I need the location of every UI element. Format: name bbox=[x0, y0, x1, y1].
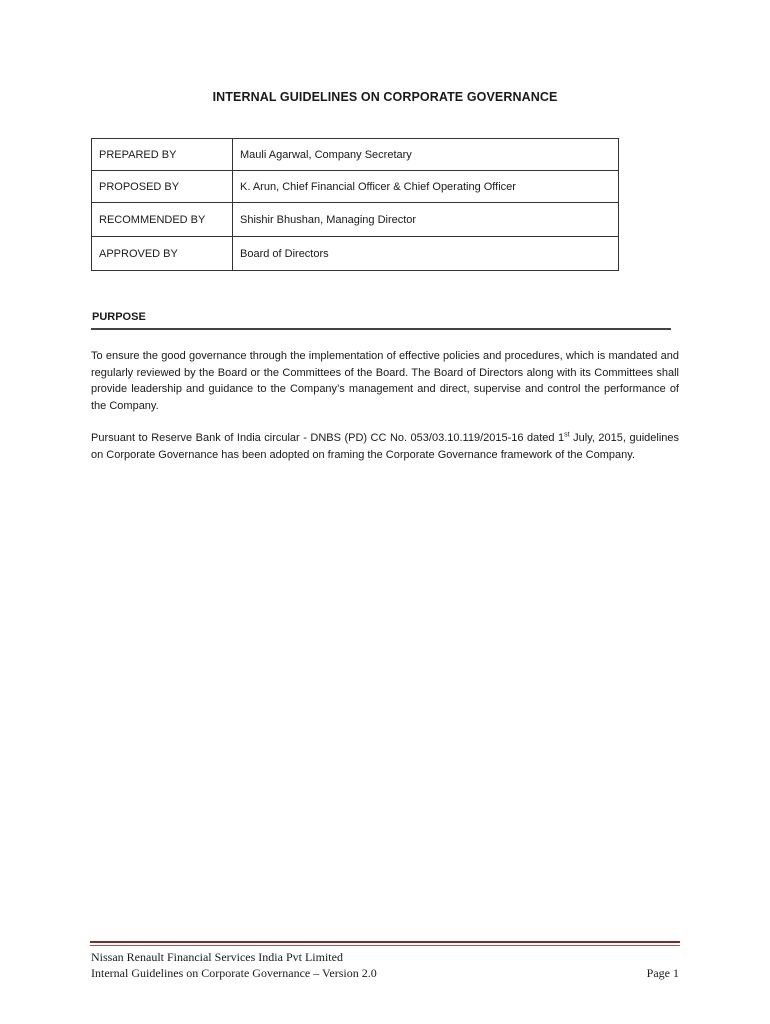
recommended-by-value: Shishir Bhushan, Managing Director bbox=[233, 203, 619, 237]
approval-table bbox=[91, 138, 619, 271]
purpose-paragraph-1: To ensure the good governance through the implementation of effective policies and procedures, which is mandated and regularly reviewed by the Board or the Committees of the Board. The Board of Directors along with its Committees shall provide leadership and guidance to the Company’s management and direct, supervise and control the performance of the Company. bbox=[91, 350, 679, 412]
footer-divider bbox=[90, 941, 680, 943]
footer-divider-thin bbox=[90, 945, 680, 946]
prepared-by-label: PREPARED BY bbox=[92, 139, 233, 171]
table-row bbox=[92, 203, 619, 237]
table-row bbox=[92, 139, 619, 171]
proposed-by-value: K. Arun, Chief Financial Officer & Chief Operating Officer bbox=[233, 171, 619, 203]
purpose-divider bbox=[91, 328, 671, 330]
approved-by-label: APPROVED BY bbox=[92, 237, 233, 271]
paragraph-2-text-start: Pursuant to Reserve Bank of India circular - DNBS (PD) CC No. 053/03.10.119/2015-16 dated 1 bbox=[91, 432, 565, 444]
footer-doc-version: Internal Guidelines on Corporate Governance – Version 2.0 bbox=[91, 966, 377, 980]
table-row bbox=[92, 171, 619, 203]
purpose-heading: PURPOSE bbox=[92, 311, 146, 323]
proposed-by-label: PROPOSED BY bbox=[92, 171, 233, 203]
purpose-paragraph-2 bbox=[91, 430, 679, 463]
page-number: Page 1 bbox=[646, 966, 679, 980]
footer-company: Nissan Renault Financial Services India Pvt Limited bbox=[91, 950, 343, 964]
paragraph-2-text-end: July, 2015, guidelines on Corporate Governance has been adopted on framing the Corporate Governance framework of the Company. bbox=[91, 432, 679, 461]
ordinal-suffix: st bbox=[564, 431, 570, 439]
recommended-by-label: RECOMMENDED BY bbox=[92, 203, 233, 237]
table-row bbox=[92, 237, 619, 271]
approved-by-value: Board of Directors bbox=[233, 237, 619, 271]
document-title: INTERNAL GUIDELINES ON CORPORATE GOVERNANCE bbox=[212, 90, 558, 104]
prepared-by-value: Mauli Agarwal, Company Secretary bbox=[233, 139, 619, 171]
